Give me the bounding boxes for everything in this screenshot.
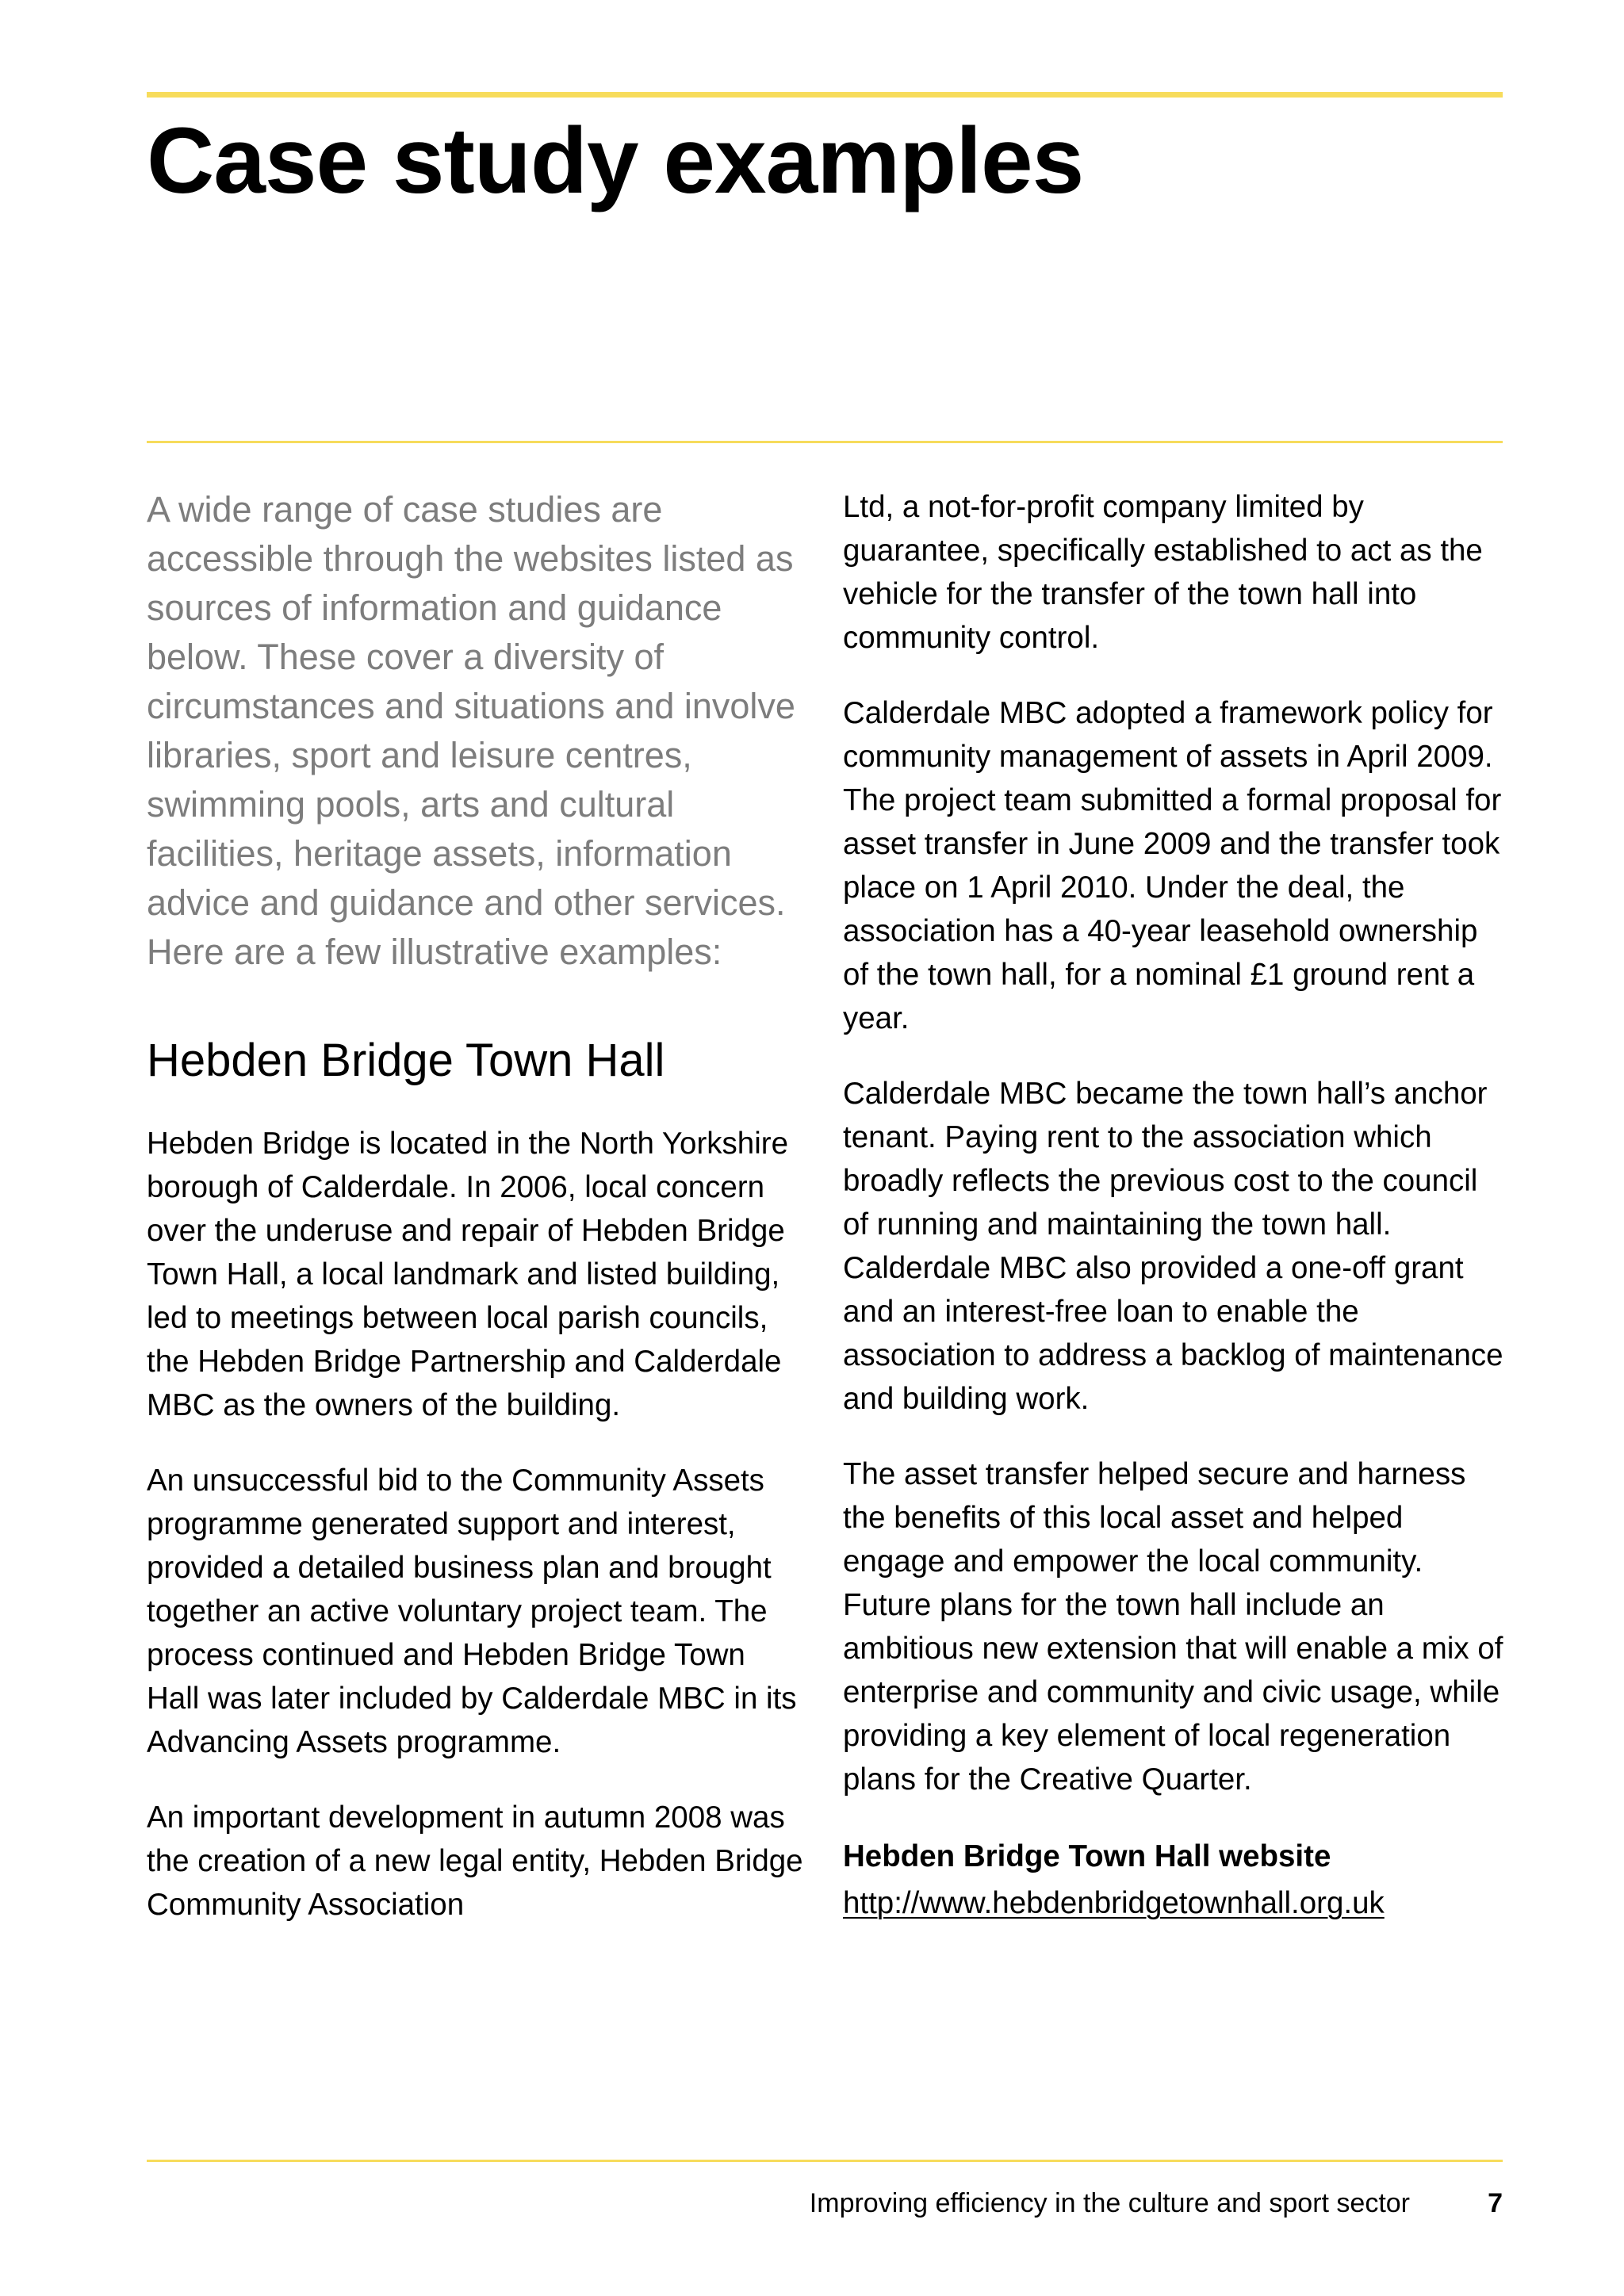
top-accent-rule: [147, 92, 1503, 98]
body-paragraph: An important development in autumn 2008 was the creation of a new legal entity, Hebden Bridge Community Association: [147, 1800, 803, 1922]
website-label: Hebden Bridge Town Hall website: [843, 1839, 1331, 1873]
body-paragraph: An unsuccessful bid to the Community Assets programme generated support and interest, provided a detailed business plan and brought together an active voluntary project team. The process continued and Hebden Bridge Town Hall was later included by Calderdale MBC in its Advancing Assets programme.: [147, 1464, 797, 1759]
website-block: [843, 1833, 1509, 1927]
section-divider: [147, 441, 1503, 443]
body-paragraph: Hebden Bridge is located in the North Yorkshire borough of Calderdale. In 2006, local concern over the underuse and repair of Hebden Bridge Town Hall, a local landmark and listed building, led to meetings between local parish councils, the Hebden Bridge Partnership and Calderdale MBC as the owners of the building.: [147, 1127, 788, 1422]
body-paragraph: Ltd, a not-for-profit company limited by guarantee, specifically established to act as the vehicle for the transfer of the town hall into community control.: [843, 490, 1483, 655]
case-study-heading: Hebden Bridge Town Hall: [147, 1035, 665, 1086]
left-column: [147, 485, 805, 1927]
page-number: 7: [1488, 2188, 1503, 2218]
page-title: Case study examples: [147, 109, 1084, 213]
footer-publication-title: Improving efficiency in the culture and sport sector: [809, 2188, 1410, 2218]
body-paragraph: The asset transfer helped secure and harness the benefits of this local asset and helped engage and empower the local community. Future plans for the town hall include an ambitious new extension that will enable a mix of enterprise and community and civic usage, while providing a key element of local regeneration plans for the Creative Quarter.: [843, 1457, 1503, 1797]
right-column: [843, 485, 1509, 1927]
body-paragraph: Calderdale MBC adopted a framework policy for community management of assets in April 2009. The project team submitted a formal proposal for asset transfer in June 2009 and the transfer took place on 1 April 2010. Under the deal, the association has a 40-year leasehold ownership of the town hall, for a nominal £1 ground rent a year.: [843, 696, 1502, 1035]
footer-rule: [147, 2160, 1503, 2162]
body-paragraph: Calderdale MBC became the town hall’s anchor tenant. Paying rent to the association which broadly reflects the previous cost to the council of running and maintaining the town hall. Calderdale MBC also provided a one-off grant and an interest-free loan to enable the association to address a backlog of maintenance and building work.: [843, 1077, 1503, 1416]
website-link[interactable]: http://www.hebdenbridgetownhall.org.uk: [843, 1886, 1385, 1920]
intro-paragraph: A wide range of case studies are accessible through the websites listed as sources of information and guidance below. These cover a diversity of circumstances and situations and involve libraries, sport and leisure centres, swimming pools, arts and cultural facilities, heritage assets, information advice and guidance and other services. Here are a few illustrative examples:: [147, 489, 795, 972]
